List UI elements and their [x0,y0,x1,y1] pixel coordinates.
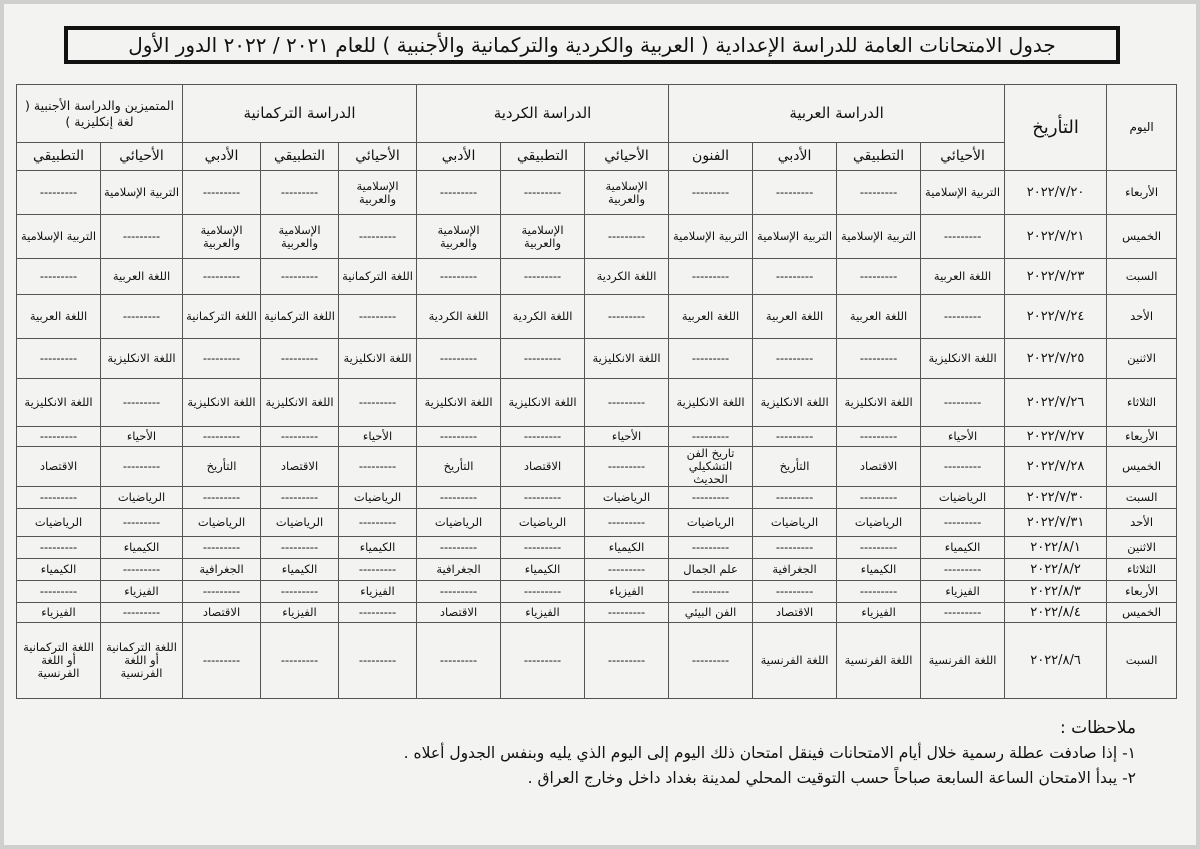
subject-cell: --------- [17,339,101,379]
table-row [17,623,1177,699]
subject-cell: --------- [183,259,261,295]
subject-cell: --------- [261,581,339,603]
table-row [17,379,1177,427]
col-header: الأدبي [183,143,261,171]
subject-cell: اللغة الفرنسية [753,623,837,699]
subject-cell: --------- [753,427,837,447]
subject-cell: --------- [837,581,921,603]
subject-cell: --------- [585,215,669,259]
subject-cell: --------- [17,487,101,509]
subject-cell: --------- [339,509,417,537]
date-cell: ٢٠٢٢/٨/١ [1005,537,1107,559]
col-header: التطبيقي [501,143,585,171]
subject-cell: --------- [921,295,1005,339]
date-cell: ٢٠٢٢/٨/٣ [1005,581,1107,603]
subject-cell: اللغة الانكليزية [837,379,921,427]
subject-cell: اللغة الانكليزية [101,339,183,379]
subject-cell: --------- [101,447,183,487]
subject-cell: الفن البيئي [669,603,753,623]
subject-cell: --------- [417,427,501,447]
subject-cell: اللغة الانكليزية [339,339,417,379]
subject-cell: اللغة العربية [101,259,183,295]
subject-cell: اللغة الكردية [585,259,669,295]
subject-cell: اللغة التركمانية أو اللغة الفرنسية [101,623,183,699]
subject-cell: --------- [501,171,585,215]
subject-cell: الفيزياء [101,581,183,603]
subject-cell: --------- [17,171,101,215]
date-cell: ٢٠٢٢/٧/٢٨ [1005,447,1107,487]
subject-cell: --------- [101,379,183,427]
table-row [17,603,1177,623]
subject-cell: --------- [669,487,753,509]
subject-cell: الفيزياء [837,603,921,623]
subject-cell: الرياضيات [183,509,261,537]
subject-cell: اللغة الانكليزية [417,379,501,427]
subject-cell: --------- [417,259,501,295]
table-row [17,509,1177,537]
subject-cell: الرياضيات [101,487,183,509]
subject-cell: اللغة التركمانية [261,295,339,339]
subject-cell: --------- [585,295,669,339]
subject-cell: اللغة الفرنسية [921,623,1005,699]
subject-cell: اللغة العربية [17,295,101,339]
col-header: الأحيائي [585,143,669,171]
subject-cell: --------- [669,623,753,699]
subject-cell: الأحياء [339,427,417,447]
subject-cell: --------- [183,427,261,447]
table-row [17,537,1177,559]
day-cell: الثلاثاء [1107,379,1177,427]
subject-cell: --------- [921,509,1005,537]
subject-cell: --------- [501,339,585,379]
table-row [17,559,1177,581]
subject-cell: الكيمياء [837,559,921,581]
subject-cell: --------- [183,623,261,699]
subject-cell: الفيزياء [501,603,585,623]
subject-cell: اللغة التركمانية [339,259,417,295]
subject-cell: --------- [753,339,837,379]
subject-cell: --------- [753,537,837,559]
date-cell: ٢٠٢٢/٧/٢٧ [1005,427,1107,447]
col-header: الأحيائي [921,143,1005,171]
subject-cell: الاقتصاد [17,447,101,487]
subject-cell: --------- [339,623,417,699]
day-cell: الخميس [1107,215,1177,259]
subject-cell: اللغة التركمانية أو اللغة الفرنسية [17,623,101,699]
subject-cell: --------- [183,537,261,559]
day-cell: الخميس [1107,447,1177,487]
subject-cell: الرياضيات [417,509,501,537]
subject-cell: --------- [837,339,921,379]
subject-cell: --------- [339,447,417,487]
col-header: الفنون [669,143,753,171]
subject-cell: --------- [417,623,501,699]
subject-cell: التربية الإسلامية [101,171,183,215]
day-cell: السبت [1107,487,1177,509]
subject-cell: اللغة الانكليزية [669,379,753,427]
subject-cell: --------- [501,427,585,447]
subject-cell: --------- [17,427,101,447]
subject-cell: --------- [417,537,501,559]
subject-cell: الاقتصاد [261,447,339,487]
subject-cell: اللغة التركمانية [183,295,261,339]
subject-cell: --------- [585,623,669,699]
subject-cell: --------- [837,427,921,447]
subject-cell: --------- [339,559,417,581]
col-header: الأحيائي [101,143,183,171]
subject-cell: --------- [183,171,261,215]
subject-cell: --------- [585,447,669,487]
subject-cell: الكيمياء [17,559,101,581]
subject-cell: الاقتصاد [837,447,921,487]
table-row [17,487,1177,509]
subject-cell: --------- [261,339,339,379]
day-cell: الاثنين [1107,339,1177,379]
subject-cell: --------- [501,487,585,509]
subject-cell: --------- [17,259,101,295]
table-row [17,171,1177,215]
subject-cell: --------- [669,339,753,379]
table-row [17,295,1177,339]
subject-cell: الإسلامية والعربية [585,171,669,215]
subject-cell: --------- [585,559,669,581]
subject-cell: اللغة الانكليزية [183,379,261,427]
subject-cell: الرياضيات [261,509,339,537]
date-header: التأريخ [1005,85,1107,171]
subject-cell: اللغة الانكليزية [501,379,585,427]
subject-cell: --------- [585,379,669,427]
subject-cell: --------- [921,447,1005,487]
subject-cell: --------- [669,171,753,215]
group-header-foreign: المتميزين والدراسة الأجنبية ( لغة إنكليزية ) [17,85,183,143]
subject-cell: الأحياء [921,427,1005,447]
subject-cell: --------- [837,537,921,559]
subject-cell: الرياضيات [17,509,101,537]
date-cell: ٢٠٢٢/٨/٦ [1005,623,1107,699]
day-cell: الثلاثاء [1107,559,1177,581]
subject-cell: الفيزياء [921,581,1005,603]
col-header: الأحيائي [339,143,417,171]
day-cell: الأربعاء [1107,171,1177,215]
subject-cell: الكيمياء [501,559,585,581]
subject-cell: --------- [339,379,417,427]
subject-cell: --------- [101,215,183,259]
note-item: ٢- يبدأ الامتحان الساعة السابعة صباحاً حسب التوقيت المحلي لمدينة بغداد داخل وخارج العراق . [527,769,1136,787]
col-header: التطبيقي [17,143,101,171]
date-cell: ٢٠٢٢/٧/٢٠ [1005,171,1107,215]
subject-cell: الرياضيات [669,509,753,537]
date-cell: ٢٠٢٢/٧/٢٣ [1005,259,1107,295]
subject-cell: الاقتصاد [183,603,261,623]
subject-cell: الرياضيات [501,509,585,537]
subject-cell: --------- [585,509,669,537]
subject-cell: اللغة الانكليزية [921,339,1005,379]
subject-cell: الجغرافية [183,559,261,581]
subject-cell: --------- [261,259,339,295]
page-title: جدول الامتحانات العامة للدراسة الإعدادية ( العربية والكردية والتركمانية والأجنبية ) للعام ٢٠٢١ / ٢٠٢٢ الدور الأول [128,33,1056,57]
subject-cell: --------- [101,295,183,339]
subject-cell: --------- [837,487,921,509]
subject-cell: --------- [585,603,669,623]
subject-cell: اللغة العربية [837,295,921,339]
subject-cell: --------- [261,427,339,447]
subject-cell: --------- [17,581,101,603]
subject-cell: --------- [101,509,183,537]
subject-cell: التربية الإسلامية [753,215,837,259]
col-header: التطبيقي [261,143,339,171]
subject-cell: اللغة العربية [753,295,837,339]
subject-cell: الإسلامية والعربية [339,171,417,215]
subject-cell: --------- [183,581,261,603]
col-header: الأدبي [417,143,501,171]
subject-cell: الجغرافية [417,559,501,581]
subject-cell: اللغة الانكليزية [753,379,837,427]
subject-cell: الكيمياء [101,537,183,559]
subject-cell: --------- [921,215,1005,259]
subject-cell: --------- [669,259,753,295]
group-header-turkmen: الدراسة التركمانية [183,85,417,143]
subject-cell: --------- [501,259,585,295]
group-header-arabic: الدراسة العربية [669,85,1005,143]
subject-cell: اللغة الكردية [417,295,501,339]
subject-cell: تاريخ الفن التشكيلي الحديث [669,447,753,487]
subject-cell: --------- [17,537,101,559]
subject-cell: اللغة الكردية [501,295,585,339]
subject-cell: التربية الإسلامية [921,171,1005,215]
day-cell: الأربعاء [1107,427,1177,447]
col-header: التطبيقي [837,143,921,171]
subject-cell: --------- [261,171,339,215]
subject-cell: الكيمياء [339,537,417,559]
date-cell: ٢٠٢٢/٧/٢١ [1005,215,1107,259]
subject-cell: اللغة الانكليزية [17,379,101,427]
subject-cell: اللغة العربية [669,295,753,339]
subject-cell: --------- [339,603,417,623]
subject-cell: --------- [183,339,261,379]
subject-cell: الإسلامية والعربية [183,215,261,259]
subject-cell: --------- [101,559,183,581]
subject-cell: علم الجمال [669,559,753,581]
subject-cell: الكيمياء [921,537,1005,559]
subject-cell: --------- [501,581,585,603]
subject-cell: اللغة الانكليزية [261,379,339,427]
day-cell: الخميس [1107,603,1177,623]
date-cell: ٢٠٢٢/٧/٣٠ [1005,487,1107,509]
subject-cell: الرياضيات [339,487,417,509]
subject-cell: --------- [261,623,339,699]
subject-cell: --------- [921,379,1005,427]
subject-cell: --------- [753,171,837,215]
date-cell: ٢٠٢٢/٧/٣١ [1005,509,1107,537]
subject-cell: الجغرافية [753,559,837,581]
subject-cell: الرياضيات [921,487,1005,509]
subject-cell: الفيزياء [17,603,101,623]
subject-cell: الأحياء [585,427,669,447]
subject-cell: التربية الإسلامية [17,215,101,259]
subject-cell: --------- [753,581,837,603]
subject-cell: الأحياء [101,427,183,447]
subject-cell: التأريخ [183,447,261,487]
table-row [17,447,1177,487]
table-body [17,171,1177,699]
day-cell: الاثنين [1107,537,1177,559]
day-header: اليوم [1107,85,1177,171]
subject-cell: اللغة الانكليزية [585,339,669,379]
subject-cell: --------- [753,259,837,295]
table-row [17,259,1177,295]
date-cell: ٢٠٢٢/٨/٤ [1005,603,1107,623]
subject-cell: الإسلامية والعربية [261,215,339,259]
subject-cell: --------- [501,623,585,699]
subject-cell: الإسلامية والعربية [417,215,501,259]
subject-cell: --------- [339,215,417,259]
subject-cell: --------- [417,581,501,603]
exam-schedule-sheet [4,4,1196,845]
day-cell: السبت [1107,259,1177,295]
subject-cell: الفيزياء [585,581,669,603]
table-row [17,339,1177,379]
subject-cell: الكيمياء [261,559,339,581]
subject-cell: الاقتصاد [501,447,585,487]
table-row [17,427,1177,447]
subject-cell: الإسلامية والعربية [501,215,585,259]
date-cell: ٢٠٢٢/٧/٢٥ [1005,339,1107,379]
subject-cell: --------- [417,339,501,379]
subject-cell: الكيمياء [585,537,669,559]
subject-cell: --------- [921,559,1005,581]
subject-cell: الرياضيات [585,487,669,509]
group-header-kurdish: الدراسة الكردية [417,85,669,143]
subject-cell: الفيزياء [261,603,339,623]
subject-cell: --------- [417,487,501,509]
subject-cell: --------- [669,427,753,447]
date-cell: ٢٠٢٢/٧/٢٤ [1005,295,1107,339]
subject-cell: --------- [501,537,585,559]
subject-cell: --------- [921,603,1005,623]
subject-cell: الرياضيات [837,509,921,537]
day-cell: الأحد [1107,509,1177,537]
note-item: ١- إذا صادفت عطلة رسمية خلال أيام الامتحانات فينقل امتحان ذلك اليوم إلى اليوم الذي يليه وبنفس الجدول أعلاه . [403,744,1136,762]
day-cell: الأربعاء [1107,581,1177,603]
subject-cell: الاقتصاد [417,603,501,623]
subject-cell: --------- [753,487,837,509]
subject-cell: اللغة العربية [921,259,1005,295]
exam-schedule-table [16,84,1177,699]
subject-cell: التأريخ [753,447,837,487]
table-head [17,85,1177,171]
subject-cell: --------- [183,487,261,509]
table-row [17,581,1177,603]
table-row [17,215,1177,259]
subject-cell: --------- [669,537,753,559]
title-box [64,26,1120,64]
subject-cell: الرياضيات [753,509,837,537]
notes-heading: ملاحظات : [1059,718,1136,738]
subject-cell: --------- [669,581,753,603]
date-cell: ٢٠٢٢/٧/٢٦ [1005,379,1107,427]
col-header: الأدبي [753,143,837,171]
subject-cell: التربية الإسلامية [669,215,753,259]
subject-cell: الاقتصاد [753,603,837,623]
subject-cell: الفيزياء [339,581,417,603]
date-cell: ٢٠٢٢/٨/٢ [1005,559,1107,581]
subject-cell: --------- [261,487,339,509]
subject-cell: --------- [417,171,501,215]
subject-cell: التأريخ [417,447,501,487]
subject-cell: --------- [339,295,417,339]
subject-cell: --------- [101,603,183,623]
subject-cell: اللغة الفرنسية [837,623,921,699]
subject-cell: --------- [261,537,339,559]
subject-cell: --------- [837,259,921,295]
notes-section [136,716,1136,791]
subject-cell: --------- [837,171,921,215]
subject-cell: التربية الإسلامية [837,215,921,259]
day-cell: السبت [1107,623,1177,699]
day-cell: الأحد [1107,295,1177,339]
